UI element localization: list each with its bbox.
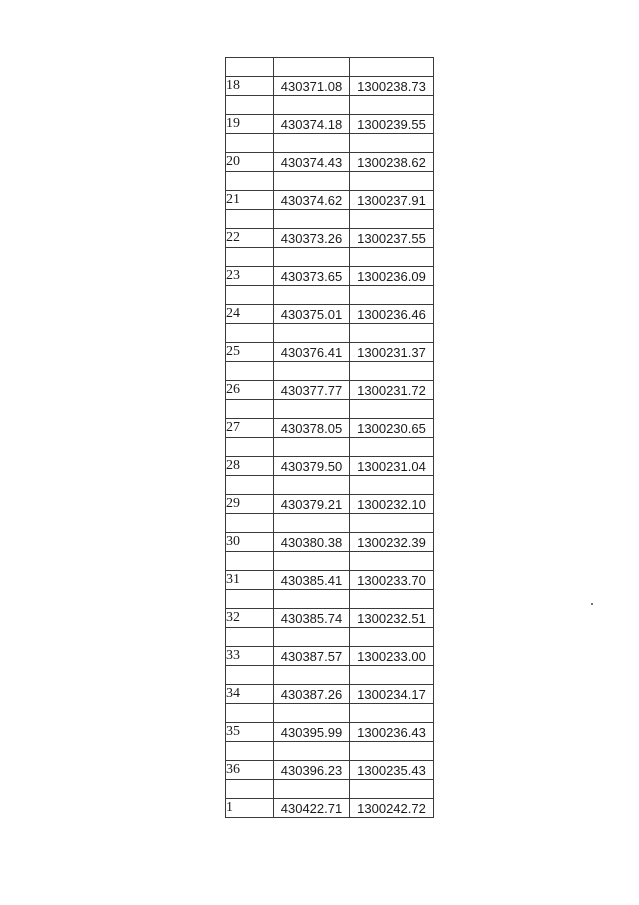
y-coordinate-cell: 1300231.72	[350, 381, 434, 400]
table-row	[226, 495, 434, 514]
x-coordinate-cell: 430396.23	[274, 761, 350, 780]
point-id-cell: 34	[226, 685, 274, 704]
point-id-cell: 26	[226, 381, 274, 400]
table-spacer-row	[226, 286, 434, 305]
x-coordinate-cell: 430371.08	[274, 77, 350, 96]
y-coordinate-cell: 1300236.09	[350, 267, 434, 286]
table-row	[226, 419, 434, 438]
y-coordinate-cell: 1300232.39	[350, 533, 434, 552]
table-row	[226, 647, 434, 666]
x-coordinate-cell: 430379.21	[274, 495, 350, 514]
table-spacer-row	[226, 628, 434, 647]
x-coordinate-cell: 430377.77	[274, 381, 350, 400]
point-id-cell: 30	[226, 533, 274, 552]
table-spacer-row	[226, 590, 434, 609]
x-coordinate-cell: 430387.57	[274, 647, 350, 666]
table-spacer-row	[226, 172, 434, 191]
point-id-cell: 27	[226, 419, 274, 438]
table-row	[226, 343, 434, 362]
y-coordinate-cell: 1300242.72	[350, 799, 434, 818]
coordinates-table-body	[226, 58, 434, 818]
table-row	[226, 191, 434, 210]
table-row	[226, 799, 434, 818]
table-row	[226, 571, 434, 590]
table-spacer-row	[226, 134, 434, 153]
point-id-cell: 20	[226, 153, 274, 172]
y-coordinate-cell: 1300231.04	[350, 457, 434, 476]
table-row	[226, 723, 434, 742]
x-coordinate-cell: 430374.62	[274, 191, 350, 210]
x-coordinate-cell: 430395.99	[274, 723, 350, 742]
table-spacer-row	[226, 476, 434, 495]
table-row	[226, 761, 434, 780]
table-row	[226, 115, 434, 134]
table-row	[226, 77, 434, 96]
point-id-cell: 19	[226, 115, 274, 134]
y-coordinate-cell: 1300230.65	[350, 419, 434, 438]
x-coordinate-cell: 430374.43	[274, 153, 350, 172]
x-coordinate-cell: 430378.05	[274, 419, 350, 438]
table-row	[226, 533, 434, 552]
table-spacer-row	[226, 210, 434, 229]
x-coordinate-cell: 430385.74	[274, 609, 350, 628]
table-row	[226, 609, 434, 628]
x-coordinate-cell: 430376.41	[274, 343, 350, 362]
y-coordinate-cell: 1300235.43	[350, 761, 434, 780]
table-row	[226, 457, 434, 476]
table-spacer-row	[226, 58, 434, 77]
table-row	[226, 229, 434, 248]
table-row	[226, 305, 434, 324]
point-id-cell: 25	[226, 343, 274, 362]
point-id-cell: 33	[226, 647, 274, 666]
table-spacer-row	[226, 324, 434, 343]
point-id-cell: 32	[226, 609, 274, 628]
y-coordinate-cell: 1300238.73	[350, 77, 434, 96]
y-coordinate-cell: 1300231.37	[350, 343, 434, 362]
point-id-cell: 24	[226, 305, 274, 324]
y-coordinate-cell: 1300234.17	[350, 685, 434, 704]
point-id-cell: 23	[226, 267, 274, 286]
table-row	[226, 153, 434, 172]
table-spacer-row	[226, 780, 434, 799]
table-spacer-row	[226, 400, 434, 419]
point-id-cell: 35	[226, 723, 274, 742]
table-spacer-row	[226, 248, 434, 267]
y-coordinate-cell: 1300233.00	[350, 647, 434, 666]
x-coordinate-cell: 430385.41	[274, 571, 350, 590]
x-coordinate-cell: 430387.26	[274, 685, 350, 704]
point-id-cell: 28	[226, 457, 274, 476]
x-coordinate-cell: 430422.71	[274, 799, 350, 818]
table-spacer-row	[226, 742, 434, 761]
table-row	[226, 267, 434, 286]
table-spacer-row	[226, 362, 434, 381]
table-spacer-row	[226, 438, 434, 457]
x-coordinate-cell: 430380.38	[274, 533, 350, 552]
y-coordinate-cell: 1300237.91	[350, 191, 434, 210]
point-id-cell: 21	[226, 191, 274, 210]
y-coordinate-cell: 1300236.43	[350, 723, 434, 742]
coordinates-table	[225, 57, 434, 818]
table-spacer-row	[226, 96, 434, 115]
x-coordinate-cell: 430379.50	[274, 457, 350, 476]
point-id-cell: 36	[226, 761, 274, 780]
y-coordinate-cell: 1300236.46	[350, 305, 434, 324]
y-coordinate-cell: 1300232.51	[350, 609, 434, 628]
point-id-cell: 22	[226, 229, 274, 248]
table-row	[226, 381, 434, 400]
point-id-cell: 31	[226, 571, 274, 590]
point-id-cell: 29	[226, 495, 274, 514]
table-spacer-row	[226, 552, 434, 571]
y-coordinate-cell: 1300233.70	[350, 571, 434, 590]
table-spacer-row	[226, 514, 434, 533]
table-row	[226, 685, 434, 704]
y-coordinate-cell: 1300232.10	[350, 495, 434, 514]
x-coordinate-cell: 430375.01	[274, 305, 350, 324]
stray-mark	[591, 603, 593, 605]
x-coordinate-cell: 430373.26	[274, 229, 350, 248]
point-id-cell: 1	[226, 799, 274, 818]
table-spacer-row	[226, 666, 434, 685]
x-coordinate-cell: 430373.65	[274, 267, 350, 286]
table-spacer-row	[226, 704, 434, 723]
y-coordinate-cell: 1300239.55	[350, 115, 434, 134]
y-coordinate-cell: 1300237.55	[350, 229, 434, 248]
point-id-cell: 18	[226, 77, 274, 96]
x-coordinate-cell: 430374.18	[274, 115, 350, 134]
y-coordinate-cell: 1300238.62	[350, 153, 434, 172]
